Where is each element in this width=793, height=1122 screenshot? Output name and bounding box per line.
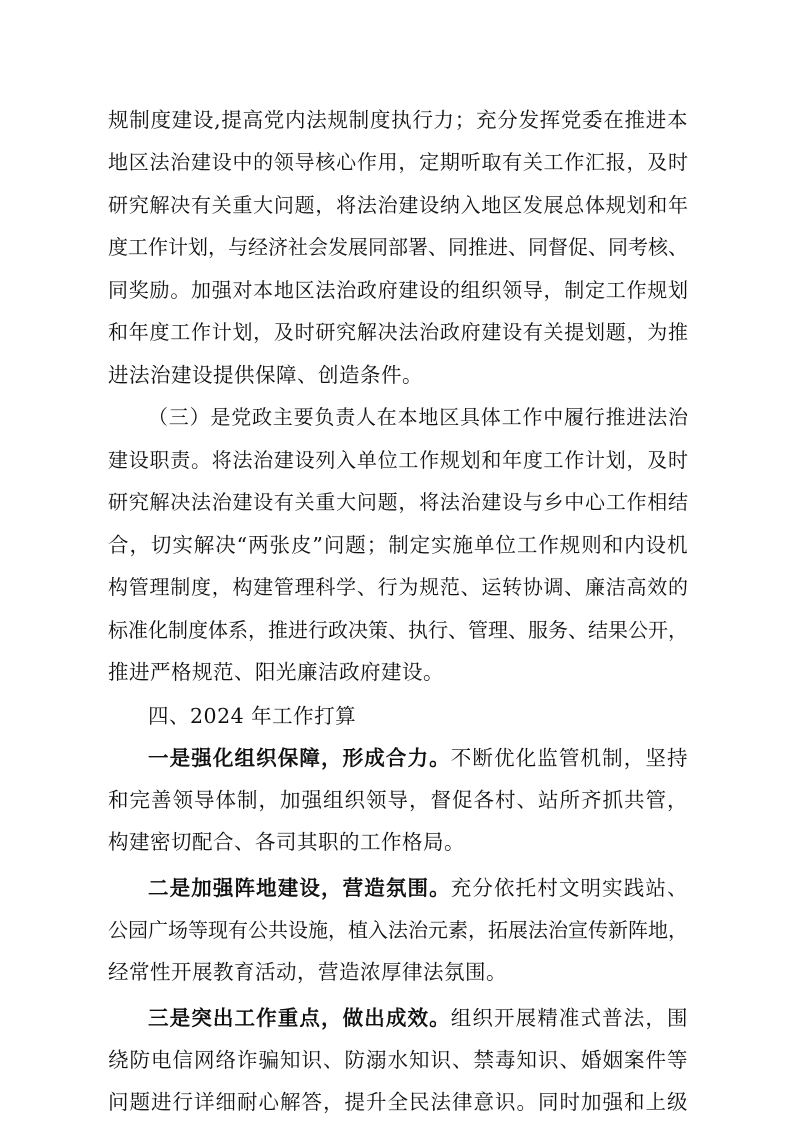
body-text-line: （三）是党政主要负责人在本地区具体工作中履行推进法治 (148, 405, 688, 429)
item-lead: 二是加强阵地建设，营造氛围。 (148, 876, 451, 900)
item-first-line (148, 1001, 688, 1035)
item-lead: 三是突出工作重点，做出成效。 (148, 1006, 451, 1030)
body-text-line: 构建密切配合、各司其职的工作格局。 (108, 830, 465, 854)
body-text-line: 研究解决法治建设有关重大问题，将法治建设与乡中心工作相结 (108, 490, 688, 514)
body-text-line: 公园广场等现有公共设施，植入法治元素，拓展法治宣传新阵地， (108, 918, 688, 942)
body-text-line: 同奖励。加强对本地区法治政府建设的组织领导，制定工作规划 (108, 278, 688, 302)
body-text-line: 合，切实解决“两张皮”问题；制定实施单位工作规则和内设机 (108, 533, 688, 557)
body-text-line: 经常性开展教育活动，营造浓厚律法氛围。 (108, 960, 507, 984)
body-text-line: 推进严格规范、阳光廉洁政府建设。 (108, 660, 444, 684)
item-text: 组织开展精准式普法，围 (450, 1006, 688, 1030)
body-text-line: 度工作计划，与经济社会发展同部署、同推进、同督促、同考核、 (108, 235, 688, 259)
item-first-line (148, 871, 688, 905)
body-text-line: 绕防电信网络诈骗知识、防溺水知识、禁毒知识、婚姻案件等 (108, 1048, 688, 1072)
body-text-line: 进法治建设提供保障、创造条件。 (108, 363, 423, 387)
body-text-line: 问题进行详细耐心解答，提升全民法律意识。同时加强和上级 (108, 1090, 688, 1114)
item-lead: 一是强化组织保障，形成合力。 (148, 746, 451, 770)
body-text-line: 规制度建设,提高党内法规制度执行力；充分发挥党委在推进本 (108, 108, 688, 132)
section-heading: 四、2024 年工作打算 (148, 704, 357, 728)
body-text-line: 和完善领导体制，加强组织领导，督促各村、站所齐抓共管， (108, 788, 688, 812)
body-text-line: 研究解决有关重大问题，将法治建设纳入地区发展总体规划和年 (108, 193, 688, 217)
item-text: 充分依托村文明实践站、 (450, 876, 688, 900)
item-first-line (148, 741, 688, 775)
item-text: 不断优化监管机制，坚持 (450, 746, 688, 770)
body-text-line: 建设职责。将法治建设列入单位工作规划和年度工作计划，及时 (108, 448, 688, 472)
body-text-line: 标准化制度体系，推进行政决策、执行、管理、服务、结果公开， (108, 618, 688, 642)
body-text-line: 和年度工作计划，及时研究解决法治政府建设有关提划题，为推 (108, 320, 688, 344)
body-text-line: 构管理制度，构建管理科学、行为规范、运转协调、廉洁高效的 (108, 575, 688, 599)
body-text-line: 地区法治建设中的领导核心作用，定期听取有关工作汇报，及时 (108, 150, 688, 174)
